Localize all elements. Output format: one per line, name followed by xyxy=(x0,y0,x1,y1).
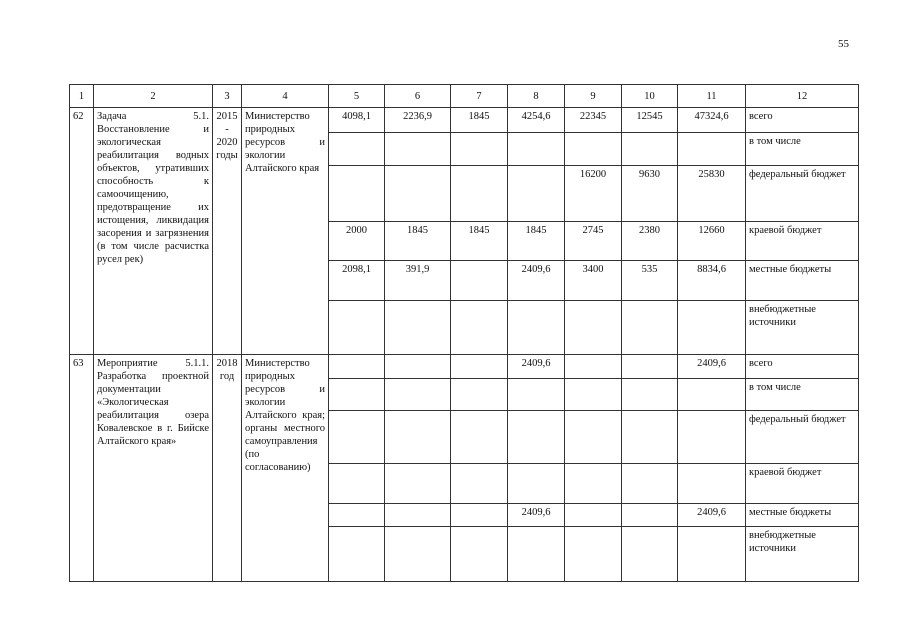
value-cell xyxy=(451,411,508,464)
value-cell xyxy=(622,355,678,379)
executor-cell: Министерство природных ресурсов и экологии Алтайского края xyxy=(242,108,329,355)
funding-source-cell: всего xyxy=(746,108,859,133)
value-cell xyxy=(508,527,565,582)
value-cell: 2409,6 xyxy=(508,261,565,301)
value-cell xyxy=(385,527,451,582)
funding-source-cell: всего xyxy=(746,355,859,379)
column-header: 2 xyxy=(94,85,213,108)
value-cell xyxy=(329,411,385,464)
table-row xyxy=(70,108,859,133)
value-cell xyxy=(678,527,746,582)
value-cell: 22345 xyxy=(565,108,622,133)
value-cell xyxy=(622,301,678,355)
value-cell xyxy=(329,379,385,411)
value-cell xyxy=(329,166,385,222)
row-number-cell: 62 xyxy=(70,108,94,355)
measure-name-cell: Задача 5.1. Восстановление и экологическая реабилитация водных объектов, утративших способность к самоочищению, предотвращение их истощения, ликвидация засорения и загрязнения (в том числе расчистка русел рек) xyxy=(94,108,213,355)
funding-source-cell: внебюджетные источники xyxy=(746,301,859,355)
value-cell: 12545 xyxy=(622,108,678,133)
value-cell xyxy=(385,411,451,464)
value-cell xyxy=(622,527,678,582)
value-cell xyxy=(451,355,508,379)
value-cell: 2409,6 xyxy=(508,355,565,379)
value-cell xyxy=(385,355,451,379)
column-header: 6 xyxy=(385,85,451,108)
page-number: 55 xyxy=(838,38,849,50)
value-cell xyxy=(565,464,622,504)
value-cell xyxy=(451,301,508,355)
value-cell: 2409,6 xyxy=(678,504,746,527)
value-cell xyxy=(565,355,622,379)
value-cell xyxy=(622,411,678,464)
value-cell xyxy=(329,301,385,355)
value-cell: 2000 xyxy=(329,222,385,261)
value-cell xyxy=(508,301,565,355)
value-cell xyxy=(508,464,565,504)
column-header: 1 xyxy=(70,85,94,108)
value-cell: 8834,6 xyxy=(678,261,746,301)
funding-source-cell: федеральный бюджет xyxy=(746,411,859,464)
value-cell xyxy=(565,411,622,464)
value-cell xyxy=(508,166,565,222)
row-number-cell: 63 xyxy=(70,355,94,582)
value-cell: 2236,9 xyxy=(385,108,451,133)
value-cell: 16200 xyxy=(565,166,622,222)
value-cell: 4098,1 xyxy=(329,108,385,133)
column-header: 3 xyxy=(213,85,242,108)
column-header: 10 xyxy=(622,85,678,108)
value-cell xyxy=(565,527,622,582)
value-cell xyxy=(451,166,508,222)
value-cell xyxy=(678,379,746,411)
value-cell: 1845 xyxy=(451,108,508,133)
value-cell: 1845 xyxy=(385,222,451,261)
value-cell xyxy=(451,261,508,301)
value-cell: 535 xyxy=(622,261,678,301)
value-cell xyxy=(329,133,385,166)
value-cell xyxy=(329,464,385,504)
value-cell xyxy=(385,133,451,166)
value-cell xyxy=(678,411,746,464)
value-cell xyxy=(622,133,678,166)
value-cell: 3400 xyxy=(565,261,622,301)
value-cell xyxy=(385,379,451,411)
value-cell xyxy=(329,504,385,527)
funding-source-cell: в том числе xyxy=(746,133,859,166)
table-row xyxy=(70,355,859,379)
funding-source-cell: внебюджетные источники xyxy=(746,527,859,582)
funding-source-cell: краевой бюджет xyxy=(746,222,859,261)
value-cell: 47324,6 xyxy=(678,108,746,133)
value-cell xyxy=(622,464,678,504)
funding-source-cell: краевой бюджет xyxy=(746,464,859,504)
value-cell xyxy=(385,166,451,222)
value-cell xyxy=(451,133,508,166)
column-header: 8 xyxy=(508,85,565,108)
value-cell xyxy=(565,301,622,355)
column-header: 4 xyxy=(242,85,329,108)
funding-source-cell: федеральный бюджет xyxy=(746,166,859,222)
value-cell xyxy=(678,133,746,166)
column-header: 11 xyxy=(678,85,746,108)
value-cell xyxy=(622,379,678,411)
funding-source-cell: местные бюджеты xyxy=(746,261,859,301)
value-cell: 4254,6 xyxy=(508,108,565,133)
column-header: 12 xyxy=(746,85,859,108)
value-cell: 1845 xyxy=(451,222,508,261)
value-cell xyxy=(385,301,451,355)
value-cell xyxy=(508,411,565,464)
value-cell xyxy=(385,464,451,504)
value-cell xyxy=(508,379,565,411)
column-header: 5 xyxy=(329,85,385,108)
value-cell: 1845 xyxy=(508,222,565,261)
value-cell xyxy=(565,504,622,527)
value-cell xyxy=(451,464,508,504)
funding-source-cell: в том числе xyxy=(746,379,859,411)
column-header: 9 xyxy=(565,85,622,108)
period-cell: 2015 - 2020 годы xyxy=(213,108,242,355)
value-cell xyxy=(678,301,746,355)
value-cell: 9630 xyxy=(622,166,678,222)
column-header: 7 xyxy=(451,85,508,108)
executor-cell: Министерство природных ресурсов и экологии Алтайского края; органы местного самоуправления (по согласованию) xyxy=(242,355,329,582)
value-cell xyxy=(329,527,385,582)
value-cell: 2380 xyxy=(622,222,678,261)
budget-table xyxy=(69,84,859,582)
value-cell xyxy=(678,464,746,504)
value-cell xyxy=(385,504,451,527)
period-cell: 2018 год xyxy=(213,355,242,582)
value-cell xyxy=(508,133,565,166)
value-cell xyxy=(451,504,508,527)
value-cell xyxy=(451,379,508,411)
value-cell: 2745 xyxy=(565,222,622,261)
value-cell: 25830 xyxy=(678,166,746,222)
value-cell: 2409,6 xyxy=(508,504,565,527)
value-cell xyxy=(329,355,385,379)
value-cell: 12660 xyxy=(678,222,746,261)
funding-source-cell: местные бюджеты xyxy=(746,504,859,527)
measure-name-cell: Мероприятие 5.1.1. Разработка проектной документации «Экологическая реабилитация озера Ковалевское в г. Бийске Алтайского края» xyxy=(94,355,213,582)
value-cell: 2098,1 xyxy=(329,261,385,301)
value-cell: 2409,6 xyxy=(678,355,746,379)
value-cell xyxy=(451,527,508,582)
value-cell xyxy=(565,133,622,166)
value-cell xyxy=(565,379,622,411)
column-header-row xyxy=(70,85,859,108)
value-cell: 391,9 xyxy=(385,261,451,301)
value-cell xyxy=(622,504,678,527)
